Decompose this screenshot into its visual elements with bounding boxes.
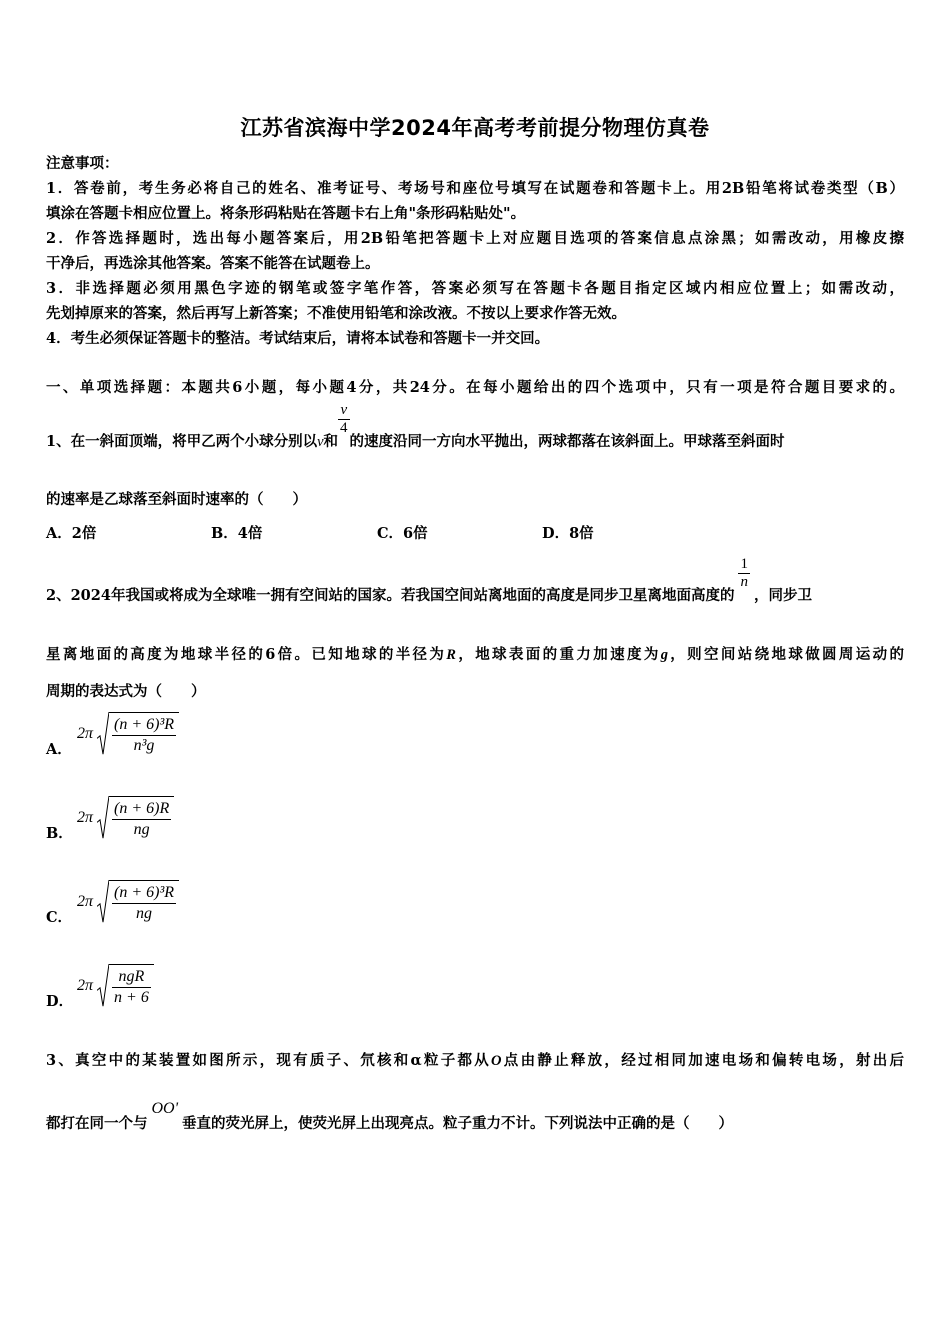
q2-fraction <box>738 556 750 590</box>
q2-line2-c: ，则空间站绕地球做圆周运动的 <box>667 646 905 663</box>
q1-option-b: B．4倍 <box>211 525 263 542</box>
q3-line-1 <box>46 1049 904 1070</box>
sqrt-icon <box>97 796 174 840</box>
q3-line-2 <box>46 1100 734 1132</box>
q2-option-c-prefix: 2π <box>77 893 94 910</box>
q3-line1-b: 点由静止释放，经过相同加速电场和偏转电场，射出后 <box>501 1052 905 1069</box>
notice-heading: 注意事项： <box>46 155 119 172</box>
q2-line-1 <box>46 556 812 604</box>
q3-line2-a: 都打在同一个与 <box>46 1115 148 1132</box>
notice-line-7: 4．考生必须保证答题卡的整洁。考试结束后，请将本试卷和答题卡一并交回。 <box>46 330 550 347</box>
q2-line2-a: 星离地面的高度为地球半径的6倍。已知地球的半径为 <box>46 646 447 663</box>
q2-var-g: g <box>660 647 668 663</box>
q2-option-a-label: A． <box>46 741 72 758</box>
sqrt-icon <box>97 712 179 756</box>
q1-fraction <box>338 402 350 436</box>
q1-frac-den: 4 <box>340 419 348 436</box>
q2-line-2 <box>46 643 904 664</box>
q3-var-OO: OO' <box>151 1100 179 1117</box>
q2-var-R: R <box>446 647 456 663</box>
q1-line-1 <box>46 402 785 450</box>
q2-option-d-num: ngR <box>112 967 151 988</box>
sqrt-icon <box>97 964 154 1008</box>
q2-option-a-formula <box>77 712 179 756</box>
q1-option-d: D．8倍 <box>542 525 594 542</box>
q2-option-a-den: n³g <box>133 737 155 754</box>
notice-line-2: 填涂在答题卡相应位置上。将条形码粘贴在答题卡右上角"条形码粘贴处"。 <box>46 205 526 222</box>
q1-option-c: C．6倍 <box>377 525 428 542</box>
q2-option-b-den: ng <box>133 821 150 838</box>
q2-option-d-formula <box>77 964 154 1008</box>
q2-line2-b: ，地球表面的重力加速度为 <box>455 646 661 663</box>
q1-var-v: v <box>317 434 324 450</box>
q1-option-a: A．2倍 <box>46 525 97 542</box>
q2-line-3: 周期的表达式为（ ） <box>46 683 206 700</box>
notice-line-1: 1．答卷前，考生务必将自己的姓名、准考证号、考场号和座位号填写在试题卷和答题卡上。用2B铅笔将试卷类型（B） <box>46 180 904 197</box>
q2-text-b: ，同步卫 <box>753 587 812 604</box>
q2-option-d-label: D． <box>46 993 74 1010</box>
section-heading: 一、单项选择题：本题共6小题，每小题4分，共24分。在每小题给出的四个选项中，只有一项是符合题目要求的。 <box>46 379 904 396</box>
q3-line2-b: 垂直的荧光屏上，使荧光屏上出现亮点。粒子重力不计。下列说法中正确的是（ ） <box>182 1115 734 1132</box>
q2-option-c-den: ng <box>136 905 153 922</box>
q1-and: 和 <box>323 433 339 450</box>
q1-text-b: 的速度沿同一方向水平抛出，两球都落在该斜面上。甲球落至斜面时 <box>349 433 785 450</box>
q2-option-c-formula <box>77 880 179 924</box>
q2-option-b-prefix: 2π <box>77 809 94 826</box>
q2-option-b-num: (n + 6)R <box>112 799 171 820</box>
q2-option-c-num: (n + 6)³R <box>112 883 176 904</box>
q2-option-a-prefix: 2π <box>77 725 94 742</box>
q1-text-a: 1、在一斜面顶端，将甲乙两个小球分别以 <box>46 433 318 450</box>
q2-option-c-label: C． <box>46 909 73 926</box>
sqrt-icon <box>97 880 179 924</box>
q2-option-d-prefix: 2π <box>77 977 94 994</box>
q2-text-a: 2、2024年我国或将成为全球唯一拥有空间站的国家。若我国空间站离地面的高度是同步卫星离地面高度的 <box>46 587 735 604</box>
q3-line1-a: 3、真空中的某装置如图所示，现有质子、氘核和α粒子都从 <box>46 1052 492 1069</box>
q1-line-2: 的速率是乙球落至斜面时速率的（ ） <box>46 491 307 508</box>
q2-frac-den: n <box>740 573 748 590</box>
page-title: 江苏省滨海中学2024年高考考前提分物理仿真卷 <box>240 116 710 140</box>
q2-frac-num: 1 <box>740 556 748 572</box>
q2-option-a-num: (n + 6)³R <box>112 715 176 736</box>
q3-var-O: O <box>491 1053 502 1069</box>
q2-option-b-formula <box>77 796 174 840</box>
q1-frac-num: v <box>338 402 350 420</box>
notice-line-4: 干净后，再选涂其他答案。答案不能答在试题卷上。 <box>46 255 380 272</box>
q2-option-d-den: n + 6 <box>114 989 149 1006</box>
q2-option-b-label: B． <box>46 825 73 842</box>
notice-line-3: 2．作答选择题时，选出每小题答案后，用2B铅笔把答题卡上对应题目选项的答案信息点涂黑；如需改动，用橡皮擦 <box>46 230 904 247</box>
notice-line-5: 3．非选择题必须用黑色字迹的钢笔或签字笔作答，答案必须写在答题卡各题目指定区域内相应位置上；如需改动， <box>46 280 904 297</box>
notice-line-6: 先划掉原来的答案，然后再写上新答案；不准使用铅笔和涂改液。不按以上要求作答无效。 <box>46 305 626 322</box>
